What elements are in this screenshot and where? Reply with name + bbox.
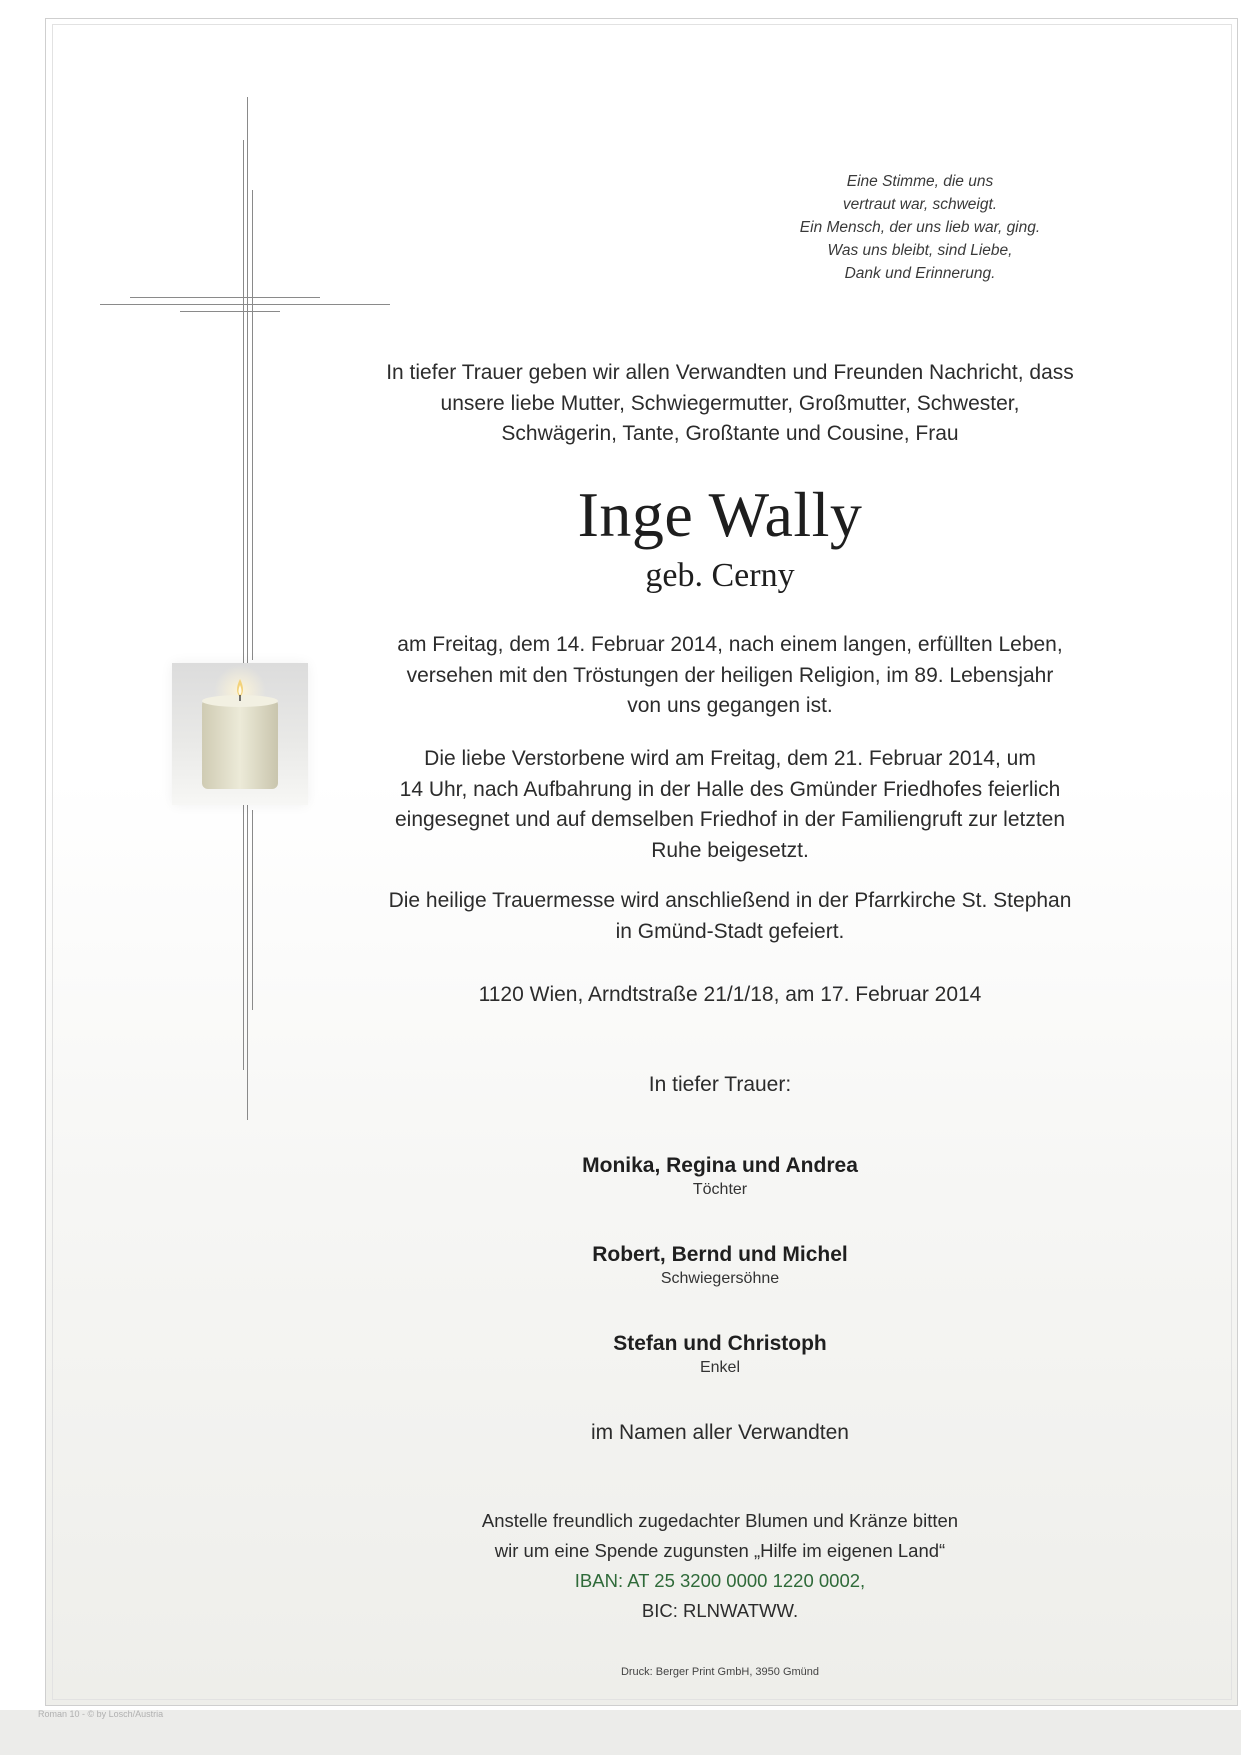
- mass-line: Die heilige Trauermesse wird anschließend in der Pfarrkirche St. Stephan: [388, 889, 1072, 912]
- donation-line: Anstelle freundlich zugedachter Blumen und Kränze bitten: [481, 1510, 959, 1531]
- quote-line: vertraut war, schweigt.: [842, 196, 998, 213]
- donation-line: wir um eine Spende zugunsten „Hilfe im eigenen Land“: [494, 1540, 946, 1561]
- quote: [760, 170, 1080, 285]
- intro-paragraph: [330, 358, 1130, 450]
- funeral-line: 14 Uhr, nach Aufbahrung in der Halle des Gmünder Friedhofes feierlich: [399, 777, 1061, 801]
- mass-paragraph: [340, 886, 1120, 947]
- printer-credit: Druck: Berger Print GmbH, 3950 Gmünd: [620, 1666, 820, 1678]
- funeral-line: Die liebe Verstorbene wird am Freitag, dem 21. Februar 2014, um: [424, 747, 1036, 770]
- place-date: 1120 Wien, Arndtstraße 21/1/18, am 17. Februar 2014: [478, 983, 982, 1006]
- candle-icon: [172, 663, 308, 805]
- mass-line: in Gmünd-Stadt gefeiert.: [615, 919, 845, 943]
- quote-line: Dank und Erinnerung.: [844, 265, 996, 282]
- birth-name: geb. Cerny: [645, 557, 795, 594]
- funeral-paragraph: [340, 744, 1120, 866]
- bic: BIC: RLNWATWW.: [641, 1600, 799, 1621]
- mourner-relation: Töchter: [692, 1181, 748, 1198]
- mourner-names: Monika, Regina und Andrea: [582, 1154, 858, 1177]
- candle-image: [172, 663, 308, 805]
- mourner-names: Robert, Bernd und Michel: [592, 1243, 848, 1266]
- relatives-line: im Namen aller Verwandten: [591, 1421, 849, 1444]
- mourner-relation: Schwiegersöhne: [660, 1270, 780, 1287]
- funeral-line: eingesegnet und auf demselben Friedhof in der Familiengruft zur letzten: [394, 808, 1066, 831]
- donation-request: [400, 1506, 1040, 1626]
- quote-line: Was uns bleibt, sind Liebe,: [827, 242, 1013, 259]
- intro-line: unsere liebe Mutter, Schwiegermutter, Großmutter, Schwester,: [440, 391, 1020, 415]
- intro-line: In tiefer Trauer geben wir allen Verwandten und Freunden Nachricht, dass: [386, 361, 1074, 384]
- funeral-line: Ruhe beigesetzt.: [651, 838, 809, 862]
- design-credit: Roman 10 - © by Losch/Austria: [38, 1709, 164, 1719]
- bottom-strip: [0, 1710, 1241, 1755]
- death-notice-line: von uns gegangen ist.: [627, 694, 833, 717]
- iban: IBAN: AT 25 3200 0000 1220 0002,: [574, 1570, 866, 1591]
- quote-line: Eine Stimme, die uns: [846, 173, 994, 190]
- death-notice-line: versehen mit den Tröstungen der heiligen Religion, im 89. Lebensjahr: [406, 663, 1054, 687]
- intro-line: Schwägerin, Tante, Großtante und Cousine, Frau: [501, 422, 959, 445]
- death-notice-line: am Freitag, dem 14. Februar 2014, nach einem langen, erfüllten Leben,: [397, 633, 1063, 656]
- death-notice-paragraph: [340, 630, 1120, 722]
- mourning-heading: In tiefer Trauer:: [648, 1073, 792, 1096]
- mourner-names: Stefan und Christoph: [613, 1332, 827, 1355]
- quote-line: Ein Mensch, der uns lieb war, ging.: [799, 219, 1041, 236]
- deceased-name: Inge Wally: [577, 479, 863, 550]
- mourner-relation: Enkel: [699, 1359, 741, 1376]
